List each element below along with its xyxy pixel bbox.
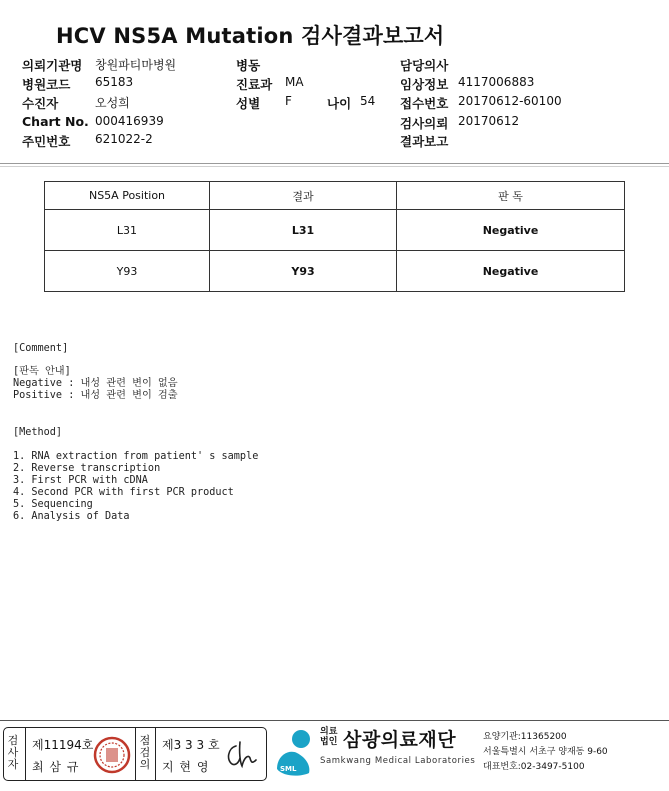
method-heading: [Method] — [13, 427, 63, 438]
org-type: 의료법인 — [320, 727, 338, 747]
label-ward: 병동 — [236, 58, 261, 73]
label-hospital-code: 병원코드 — [22, 77, 71, 92]
header-divider — [0, 163, 669, 164]
divider — [155, 728, 156, 780]
label-sex: 성별 — [236, 96, 261, 111]
org-name: 삼광의료재단 — [343, 729, 457, 751]
value-resident-number: 621022-2 — [95, 132, 153, 146]
value-requesting-institution: 창원파티마병원 — [95, 58, 177, 72]
signature-box — [3, 727, 267, 781]
value-clinical-info: 4117006883 — [458, 75, 535, 89]
cell-interpretation: Negative — [397, 210, 625, 251]
value-chart-no: 000416939 — [95, 114, 164, 128]
label-result-report: 결과보고 — [400, 134, 449, 149]
comment-line-negative: Negative : 내성 관련 변이 없음 — [13, 378, 178, 389]
table-row — [45, 210, 625, 251]
method-step: 3. First PCR with cDNA — [13, 475, 148, 486]
value-reception-number: 20170612-60100 — [458, 94, 562, 108]
method-step: 1. RNA extraction from patient' s sample — [13, 451, 259, 462]
label-inspector: 점검의 — [139, 734, 151, 771]
cell-position: L31 — [45, 210, 210, 251]
value-department: MA — [285, 75, 304, 89]
value-patient: 오성희 — [95, 96, 130, 110]
label-patient: 수진자 — [22, 96, 59, 111]
inspector-name: 지 현 영 — [162, 760, 210, 774]
seal-stamp-icon — [92, 735, 132, 775]
cell-position: Y93 — [45, 251, 210, 292]
org-address: 서울특별시 서초구 양재동 9-60 — [483, 747, 608, 757]
table-row — [45, 251, 625, 292]
report-title: HCV NS5A Mutation 검사결과보고서 — [56, 24, 445, 48]
header-ns5a-position: NS5A Position — [45, 182, 210, 210]
method-step: 2. Reverse transcription — [13, 463, 161, 474]
label-doctor: 담당의사 — [400, 58, 449, 73]
label-department: 진료과 — [236, 77, 273, 92]
org-english-name: Samkwang Medical Laboratories — [320, 756, 476, 766]
examiner-license-number: 제11194호 — [32, 738, 94, 752]
value-test-request: 20170612 — [458, 114, 520, 128]
header-info — [0, 0, 669, 165]
method-step: 5. Sequencing — [13, 499, 93, 510]
header-result: 결과 — [210, 182, 397, 210]
comment-heading: [Comment] — [13, 343, 69, 354]
sml-logo-icon — [271, 727, 317, 779]
method-step: 6. Analysis of Data — [13, 511, 130, 522]
institution-code: 요양기관:11365200 — [483, 732, 567, 742]
label-clinical-info: 임상정보 — [400, 77, 449, 92]
label-requesting-institution: 의뢰기관명 — [22, 58, 83, 73]
value-sex: F — [285, 94, 292, 108]
value-age: 54 — [360, 94, 376, 108]
comment-line-positive: Positive : 내성 관련 변이 검출 — [13, 390, 178, 401]
org-phone: 대표번호:02-3497-5100 — [483, 762, 585, 772]
method-step: 4. Second PCR with first PCR product — [13, 487, 234, 498]
comment-subheading: [판독 안내] — [13, 366, 71, 377]
inspector-license-number: 제3 3 3 호 — [162, 738, 220, 752]
footer-divider — [0, 720, 669, 721]
header-divider-shadow — [0, 166, 669, 167]
cell-result: Y93 — [210, 251, 397, 292]
label-resident-number: 주민번호 — [22, 134, 71, 149]
examiner-name: 최 삼 규 — [32, 760, 80, 774]
divider — [135, 728, 136, 780]
divider — [25, 728, 26, 780]
value-hospital-code: 65183 — [95, 75, 134, 89]
results-table — [44, 181, 625, 292]
cell-result: L31 — [210, 210, 397, 251]
table-header-row — [45, 182, 625, 210]
label-chart-no: Chart No. — [22, 114, 89, 129]
label-age: 나이 — [327, 96, 352, 111]
label-test-request: 검사의뢰 — [400, 116, 449, 131]
signature-icon — [224, 738, 260, 772]
svg-text:SML: SML — [280, 765, 297, 773]
label-reception-number: 접수번호 — [400, 96, 449, 111]
cell-interpretation: Negative — [397, 251, 625, 292]
header-interpretation: 판 독 — [397, 182, 625, 210]
label-examiner: 검사자 — [7, 734, 19, 771]
